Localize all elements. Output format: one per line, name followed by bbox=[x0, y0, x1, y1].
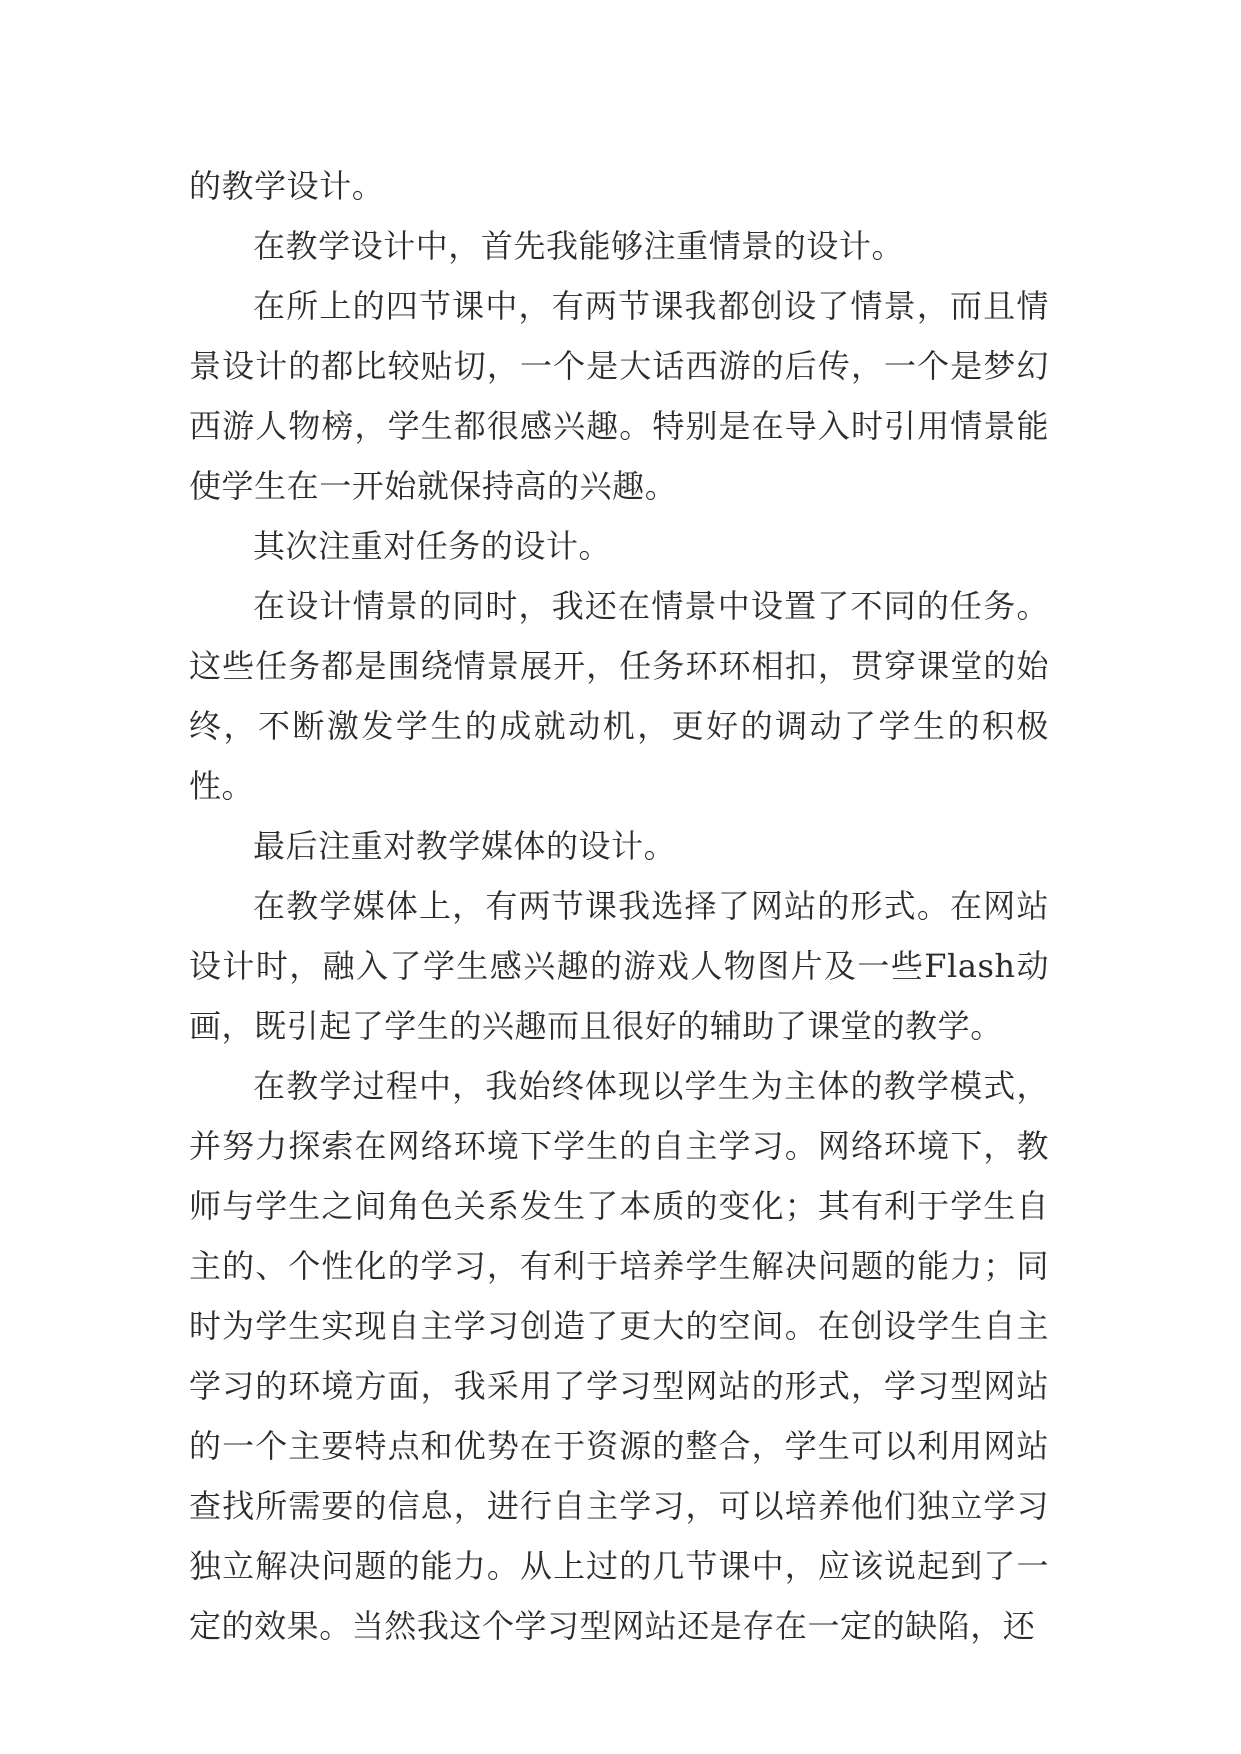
paragraph-teaching-process: 在教学过程中，我始终体现以学生为主体的教学模式，并努力探索在网络环境下学生的自主学习。网络环境下，教师与学生之间角色关系发生了本质的变化；其有利于学生自主的、个性化的学习，有利于培养学生解决问题的能力；同时为学生实现自主学习创造了更大的空间。在创设学生自主学习的环境方面，我采用了学习型网站的形式，学习型网站的一个主要特点和优势在于资源的整合，学生可以利用网站查找所需要的信息，进行自主学习，可以培养他们独立学习独立解决问题的能力。从上过的几节课中，应该说起到了一定的效果。当然我这个学习型网站还是存在一定的缺陷，还 bbox=[189, 1067, 1049, 1645]
paragraph-continuation: 的教学设计。 bbox=[189, 167, 385, 205]
paragraph-scenario-examples: 在所上的四节课中，有两节课我都创设了情景，而且情景设计的都比较贴切，一个是大话西游的后传，一个是梦幻西游人物榜，学生都很感兴趣。特别是在导入时引用情景能使学生在一开始就保持高的兴趣。 bbox=[189, 287, 1049, 505]
paragraph-heading-task-design: 其次注重对任务的设计。 bbox=[253, 527, 612, 565]
paragraph-task-details: 在设计情景的同时，我还在情景中设置了不同的任务。这些任务都是围绕情景展开，任务环环相扣，贯穿课堂的始终，不断激发学生的成就动机，更好的调动了学生的积极性。 bbox=[189, 587, 1049, 805]
paragraph-heading-scenario-design: 在教学设计中，首先我能够注重情景的设计。 bbox=[253, 227, 905, 265]
paragraph-heading-media-design: 最后注重对教学媒体的设计。 bbox=[253, 827, 677, 865]
paragraph-media-details: 在教学媒体上，有两节课我选择了网站的形式。在网站设计时，融入了学生感兴趣的游戏人物图片及一些Flash动画，既引起了学生的兴趣而且很好的辅助了课堂的教学。 bbox=[189, 887, 1049, 1045]
document-body bbox=[189, 156, 1049, 1656]
